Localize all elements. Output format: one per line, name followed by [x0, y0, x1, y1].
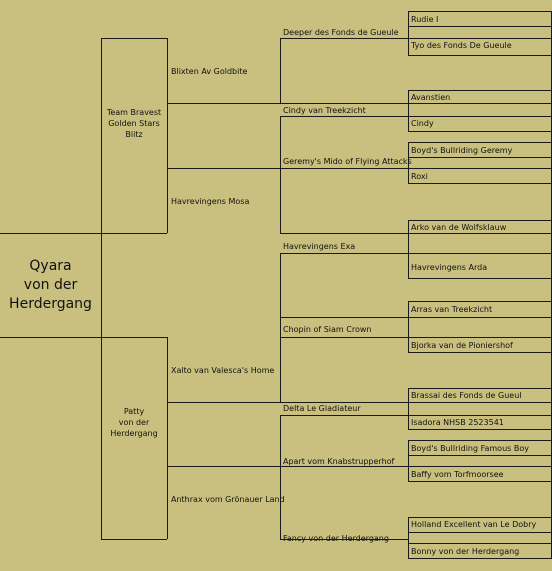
connector-line	[167, 466, 280, 467]
connector-line	[0, 337, 101, 338]
connector-line	[280, 103, 408, 104]
connector-line	[408, 301, 409, 352]
ggg-label: Havrevingens Arda	[411, 263, 488, 272]
ggg-label: Isadora NHSB 2523541	[411, 418, 504, 427]
connector-line	[408, 11, 552, 12]
connector-line	[408, 103, 552, 104]
sire-name	[101, 107, 167, 140]
connector-line	[408, 466, 552, 467]
great-grandparent-label: Cindy van Treekzicht	[283, 106, 366, 115]
connector-line	[408, 517, 409, 558]
dam-name-line: Patty	[123, 407, 145, 416]
connector-line	[101, 233, 167, 234]
ggg-label: Bjorka van de Pioniershof	[411, 341, 513, 350]
connector-line	[280, 168, 408, 169]
connector-line	[280, 253, 281, 337]
connector-line	[280, 539, 408, 540]
dam-name-line: Herdergang	[110, 429, 158, 438]
connector-line	[408, 415, 552, 416]
subject-name-line: von der	[23, 277, 78, 293]
connector-line	[280, 38, 281, 103]
connector-line	[408, 38, 552, 39]
sire-name-line: Team Bravest	[106, 108, 162, 117]
connector-line	[408, 337, 552, 338]
connector-line	[408, 11, 409, 55]
ggg-label: Arras van Treekzicht	[411, 305, 493, 314]
great-grandparent-label: Deeper des Fonds de Gueule	[283, 28, 399, 37]
ggg-label: Holland Excellent van Le Dobry	[411, 520, 537, 529]
ggg-label: Baffy vom Torfmoorsee	[411, 470, 504, 479]
grandparent-label: Anthrax vom Grönauer Land	[171, 495, 285, 504]
great-grandparent-label: Apart vom Knabstrupperhof	[283, 457, 395, 466]
ggg-label: Brassai des Fonds de Gueul	[411, 391, 522, 400]
connector-line	[408, 26, 552, 27]
connector-line	[0, 233, 101, 234]
connector-line	[408, 481, 552, 482]
connector-line	[408, 440, 409, 481]
connector-line	[408, 116, 552, 117]
dam-name-line: von der	[118, 418, 150, 427]
connector-line	[408, 183, 552, 184]
connector-line	[280, 168, 281, 233]
connector-line	[167, 402, 280, 403]
connector-line	[280, 337, 281, 402]
connector-line	[280, 116, 281, 168]
connector-line	[408, 55, 552, 56]
connector-line	[408, 278, 552, 279]
connector-line	[280, 317, 408, 318]
connector-line	[280, 466, 281, 539]
connector-line	[408, 388, 409, 429]
ggg-label: Tyo des Fonds De Gueule	[411, 41, 512, 50]
grandparent-label: Xalto van Valesca's Home	[171, 366, 275, 375]
ggg-label: Roxi	[411, 172, 428, 181]
subject-name-line: Qyara	[29, 258, 72, 274]
great-grandparent-label: Chopin of Siam Crown	[283, 325, 372, 334]
ggg-label: Boyd's Bullriding Famous Boy	[411, 444, 529, 453]
connector-line	[408, 90, 409, 131]
connector-line	[280, 415, 408, 416]
ggg-label: Arko van de Wolfsklauw	[411, 223, 507, 232]
subject-name	[0, 257, 101, 314]
connector-line	[408, 168, 552, 169]
ggg-label: Cindy	[411, 119, 434, 128]
ggg-label: Rudie I	[411, 15, 439, 24]
connector-line	[280, 233, 408, 234]
grandparent-label: Blixten Av Goldbite	[171, 67, 248, 76]
connector-line	[408, 90, 552, 91]
connector-line	[408, 532, 552, 533]
connector-line	[408, 220, 409, 278]
ggg-label: Boyd's Bullriding Geremy	[411, 146, 513, 155]
connector-line	[408, 440, 552, 441]
connector-line	[101, 539, 167, 540]
great-grandparent-label: Delta Le Gladiateur	[283, 404, 361, 413]
connector-line	[408, 220, 552, 221]
connector-line	[280, 466, 408, 467]
connector-line	[408, 233, 552, 234]
connector-line	[408, 543, 552, 544]
connector-line	[101, 38, 102, 540]
connector-line	[408, 142, 409, 183]
connector-line	[408, 352, 552, 353]
ggg-label: Bonny von der Herdergang	[411, 547, 520, 556]
connector-line	[408, 131, 552, 132]
connector-line	[408, 142, 552, 143]
connector-line	[280, 116, 408, 117]
connector-line	[408, 517, 552, 518]
connector-line	[167, 103, 280, 104]
connector-line	[408, 455, 552, 456]
connector-line	[101, 38, 167, 39]
connector-line	[167, 337, 168, 539]
connector-line	[408, 388, 552, 389]
connector-line	[408, 253, 552, 254]
connector-line	[408, 157, 552, 158]
sire-name-line: Blitz	[125, 130, 143, 139]
connector-line	[101, 337, 167, 338]
great-grandparent-label: Fancy von der Herdergang	[283, 534, 389, 543]
great-grandparent-label: Havrevingens Exa	[283, 242, 356, 251]
connector-line	[280, 415, 281, 466]
sire-name-line: Golden Stars	[108, 119, 160, 128]
connector-line	[408, 558, 552, 559]
dam-name	[101, 406, 167, 439]
great-grandparent-label: Geremy's Mido of Flying Attacks	[283, 157, 412, 166]
connector-line	[408, 429, 552, 430]
connector-line	[408, 301, 552, 302]
connector-line	[408, 402, 552, 403]
connector-line	[167, 38, 168, 233]
connector-line	[280, 38, 408, 39]
subject-name-line: Herdergang	[9, 296, 92, 312]
connector-line	[280, 402, 408, 403]
grandparent-label: Havrevingens Mosa	[171, 197, 250, 206]
connector-line	[280, 337, 408, 338]
connector-line	[408, 317, 552, 318]
ggg-label: Avanstien	[411, 93, 451, 102]
connector-line	[167, 168, 280, 169]
connector-line	[280, 253, 408, 254]
